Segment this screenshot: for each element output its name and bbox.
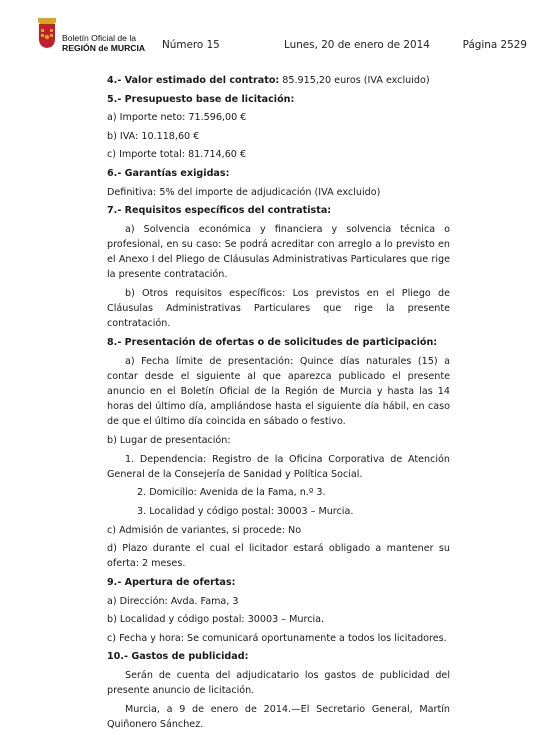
issue-date: Lunes, 20 de enero de 2014 [284, 39, 430, 51]
section-8-title: 8.- Presentación de ofertas o de solicitudes de participación: [107, 336, 438, 348]
section-5-a: a) Importe neto: 71.596,00 € [107, 112, 247, 124]
section-10-title: 10.- Gastos de publicidad: [107, 651, 249, 663]
section-9-title: 9.- Apertura de ofertas: [107, 576, 236, 588]
section-6-text: Definitiva: 5% del importe de adjudicación (IVA excluido) [107, 186, 381, 198]
issue-number: Número 15 [162, 39, 220, 51]
section-7-title: 7.- Requisitos específicos del contratista: [107, 205, 332, 217]
section-4-text: 85.915,20 euros (IVA excluido) [279, 75, 430, 86]
section-7-a: a) Solvencia económica y financiera y solvencia técnica o profesional, en su caso: Se podrá acreditar con arreglo a lo previsto en el Anexo I del Pliego de Cláusulas Administrativas Particulares que rige la presente contratación. [107, 223, 450, 281]
section-9-a: a) Dirección: Avda. Fama, 3 [107, 595, 239, 607]
section-4-title: 4.- Valor estimado del contrato: [107, 75, 280, 86]
brand-line-1: Boletín Oficial de la [62, 33, 137, 43]
section-8-b1: 1. Dependencia: Registro de la Oficina Corporativa de Atención General de la Consejería de Sanidad y Política Social. [107, 453, 450, 480]
section-10-text: Serán de cuenta del adjudicatario los gastos de publicidad del presente anuncio de licitación. [107, 669, 450, 697]
bulletin-brand [62, 33, 145, 53]
section-8-d: d) Plazo durante el cual el licitador estará obligado a mantener su oferta: 2 meses. [107, 543, 450, 570]
section-6-title: 6.- Garantías exigidas: [107, 167, 230, 179]
section-5-b: b) IVA: 10.118,60 € [107, 130, 200, 142]
section-5-c: c) Importe total: 81.714,60 € [107, 149, 247, 161]
section-8-b2: 2. Domicilio: Avenida de la Fama, n.º 3. [137, 487, 326, 499]
section-7-b: b) Otros requisitos específicos: Los previstos en el Pliego de Cláusulas Administrativas Particulares que rige la presente contratación. [107, 287, 450, 330]
page-header [0, 0, 555, 60]
section-9-c: c) Fecha y hora: Se comunicará oportunamente a todos los licitadores. [107, 632, 447, 644]
section-5-title: 5.- Presupuesto base de licitación: [107, 93, 295, 105]
section-8-b3: 3. Localidad y código postal: 30003 – Murcia. [137, 505, 354, 517]
brand-line-2: REGIÓN de MURCIA [62, 43, 146, 53]
section-8-c: c) Admisión de variantes, si procede: No [107, 524, 302, 536]
section-8-a: a) Fecha límite de presentación: Quince días naturales (15) a contar desde el siguiente al que aparezca publicado el presente anuncio en el Boletín Oficial de la Región de Murcia y hasta las 14 horas del último día, ampliándose hasta el siguiente día hábil, en caso de que el último día coincida en sábado o festivo. [107, 355, 450, 428]
section-8-b: b) Lugar de presentación: [107, 434, 231, 446]
murcia-crest-icon [36, 17, 58, 49]
document-body [107, 73, 450, 735]
section-4 [107, 73, 450, 88]
page-number: Página 2529 [462, 39, 527, 51]
section-9-b: b) Localidad y código postal: 30003 – Murcia. [107, 614, 325, 626]
closing-signature: Murcia, a 9 de enero de 2014.—El Secretario General, Martín Quiñonero Sánchez. [107, 703, 450, 730]
